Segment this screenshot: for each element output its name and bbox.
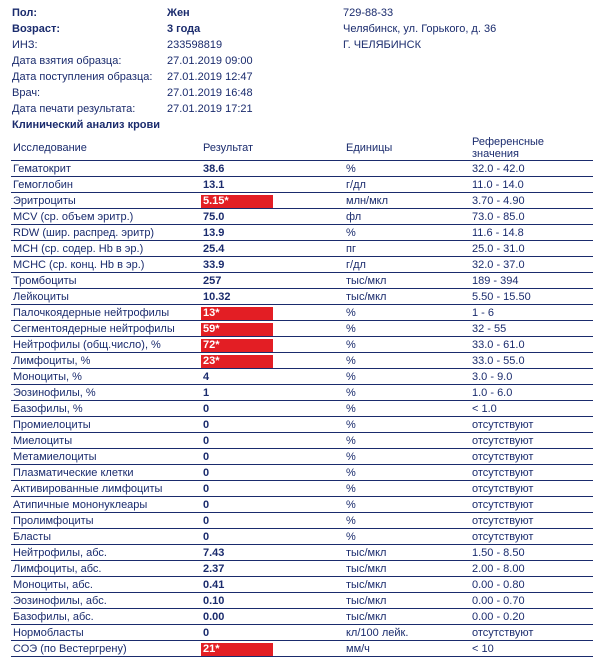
test-result: 0 [201,625,344,641]
test-unit: тыс/мкл [344,609,470,625]
test-reference: 0.00 - 0.20 [470,609,593,625]
results-table-body [11,161,593,657]
test-result [201,305,344,321]
flagged-result-badge: 5.15* [201,195,273,208]
test-result: 0 [201,433,344,449]
patient-field-value: 27.01.2019 16:48 [167,87,253,99]
test-unit: % [344,337,470,353]
test-result: 257 [201,273,344,289]
table-row [11,497,593,513]
table-row [11,401,593,417]
patient-field-value: 27.01.2019 12:47 [167,71,253,83]
patient-field-value: 27.01.2019 17:21 [167,103,253,115]
table-row [11,161,593,177]
test-name: Плазматические клетки [11,465,201,481]
test-name: Нейтрофилы (общ.число), % [11,337,201,353]
test-name: RDW (шир. распред. эритр) [11,225,201,241]
table-row [11,593,593,609]
test-unit: тыс/мкл [344,289,470,305]
test-reference: 1 - 6 [470,305,593,321]
table-row [11,273,593,289]
test-result: 0 [201,449,344,465]
test-reference: 2.00 - 8.00 [470,561,593,577]
table-row [11,481,593,497]
patient-field [12,101,412,117]
test-unit: % [344,321,470,337]
patient-field-label: Дата поступления образца: [12,71,153,83]
patient-field-label: Врач: [12,87,41,99]
test-result: 7.43 [201,545,344,561]
test-unit: % [344,449,470,465]
test-result [201,353,344,369]
test-reference: 32.0 - 42.0 [470,161,593,177]
test-unit: тыс/мкл [344,545,470,561]
test-result [201,193,344,209]
test-name: MCHC (ср. конц. Hb в эр.) [11,257,201,273]
table-row [11,529,593,545]
test-unit: фл [344,209,470,225]
test-unit: % [344,161,470,177]
test-name: Тромбоциты [11,273,201,289]
table-row [11,577,593,593]
test-reference: < 10 [470,641,593,657]
flagged-result-badge: 13* [201,307,273,320]
test-reference: 0.00 - 0.80 [470,577,593,593]
test-result: 2.37 [201,561,344,577]
test-result [201,337,344,353]
test-result: 10.32 [201,289,344,305]
table-row [11,641,593,657]
test-reference: < 1.0 [470,401,593,417]
table-row [11,193,593,209]
test-name: Пролимфоциты [11,513,201,529]
patient-field-value: 233598819 [167,39,223,51]
lab-info [343,5,496,53]
test-reference: 32 - 55 [470,321,593,337]
test-name: Атипичные мононуклеары [11,497,201,513]
test-name: MCH (ср. содер. Hb в эр.) [11,241,201,257]
test-name: Эритроциты [11,193,201,209]
table-row [11,289,593,305]
test-result: 0.00 [201,609,344,625]
test-reference: отсутствуют [470,417,593,433]
test-unit: % [344,481,470,497]
test-reference: 32.0 - 37.0 [470,257,593,273]
test-name: Нейтрофилы, абс. [11,545,201,561]
test-unit: г/дл [344,257,470,273]
table-row [11,625,593,641]
test-result [201,641,344,657]
test-reference: 25.0 - 31.0 [470,241,593,257]
table-row [11,417,593,433]
table-row [11,241,593,257]
test-name: Миелоциты [11,433,201,449]
test-name: MCV (ср. объем эритр.) [11,209,201,225]
test-reference: отсутствуют [470,465,593,481]
test-unit: мм/ч [344,641,470,657]
table-row [11,465,593,481]
table-row [11,225,593,241]
test-unit: млн/мкл [344,193,470,209]
test-reference: 33.0 - 55.0 [470,353,593,369]
table-row [11,257,593,273]
table-row [11,209,593,225]
flagged-result-badge: 21* [201,643,273,656]
test-unit: % [344,465,470,481]
section-title: Клинический анализ крови [12,119,161,131]
test-result: 0 [201,417,344,433]
test-reference: 3.70 - 4.90 [470,193,593,209]
flagged-result-badge: 23* [201,355,273,368]
test-reference: 11.6 - 14.8 [470,225,593,241]
test-unit: тыс/мкл [344,273,470,289]
patient-field-value: 27.01.2019 09:00 [167,55,253,67]
patient-field-label: Пол: [12,7,38,19]
test-name: СОЭ (по Вестергрену) [11,641,201,657]
patient-field [12,53,412,69]
test-reference: 33.0 - 61.0 [470,337,593,353]
test-reference: отсутствуют [470,513,593,529]
test-result: 0 [201,513,344,529]
test-name: Эозинофилы, абс. [11,593,201,609]
test-reference: отсутствуют [470,529,593,545]
table-row [11,337,593,353]
test-unit: % [344,513,470,529]
test-unit: % [344,401,470,417]
test-name: Моноциты, абс. [11,577,201,593]
test-reference: 3.0 - 9.0 [470,369,593,385]
test-reference: отсутствуют [470,625,593,641]
test-result: 4 [201,369,344,385]
test-result: 25.4 [201,241,344,257]
test-result: 0 [201,529,344,545]
table-row [11,449,593,465]
table-row [11,305,593,321]
test-name: Лейкоциты [11,289,201,305]
test-unit: % [344,305,470,321]
test-name: Сегментоядерные нейтрофилы [11,321,201,337]
table-row [11,609,593,625]
test-result: 75.0 [201,209,344,225]
test-name: Эозинофилы, % [11,385,201,401]
table-row [11,385,593,401]
patient-field-label: ИНЗ: [12,39,38,51]
table-header-row [11,136,593,161]
lab-address: Челябинск, ул. Горького, д. 36 [343,23,497,35]
test-result: 0.41 [201,577,344,593]
test-reference: 73.0 - 85.0 [470,209,593,225]
test-result: 1 [201,385,344,401]
test-name: Нормобласты [11,625,201,641]
test-unit: кл/100 лейк. [344,625,470,641]
test-result: 13.9 [201,225,344,241]
column-header-reference: Референсные значения [470,136,593,161]
table-row [11,369,593,385]
test-reference: 5.50 - 15.50 [470,289,593,305]
test-reference: 1.50 - 8.50 [470,545,593,561]
patient-field-value: Жен [167,7,190,19]
test-unit: % [344,433,470,449]
test-name: Базофилы, абс. [11,609,201,625]
test-name: Промиелоциты [11,417,201,433]
patient-field-label: Дата взятия образца: [12,55,122,67]
patient-field [12,85,412,101]
test-unit: % [344,529,470,545]
patient-field-label: Возраст: [12,23,60,35]
lab-city: Г. ЧЕЛЯБИНСК [343,39,421,51]
test-reference: отсутствуют [470,433,593,449]
test-name: Лимфоциты, % [11,353,201,369]
test-reference: 11.0 - 14.0 [470,177,593,193]
test-reference: отсутствуют [470,449,593,465]
flagged-result-badge: 72* [201,339,273,352]
column-header-test: Исследование [11,136,201,161]
test-name: Базофилы, % [11,401,201,417]
test-result: 13.1 [201,177,344,193]
test-name: Метамиелоциты [11,449,201,465]
test-name: Лимфоциты, абс. [11,561,201,577]
test-result: 0 [201,465,344,481]
test-name: Палочкоядерные нейтрофилы [11,305,201,321]
table-row [11,177,593,193]
test-unit: % [344,497,470,513]
test-reference: 189 - 394 [470,273,593,289]
test-unit: % [344,225,470,241]
results-table [11,136,593,657]
test-reference: отсутствуют [470,481,593,497]
test-name: Моноциты, % [11,369,201,385]
test-name: Гематокрит [11,161,201,177]
test-result: 0 [201,497,344,513]
flagged-result-badge: 59* [201,323,273,336]
test-result: 33.9 [201,257,344,273]
test-result [201,321,344,337]
table-row [11,353,593,369]
test-name: Бласты [11,529,201,545]
table-row [11,433,593,449]
test-unit: г/дл [344,177,470,193]
test-unit: % [344,369,470,385]
test-unit: % [344,385,470,401]
patient-field-label: Дата печати результата: [12,103,136,115]
table-row [11,545,593,561]
patient-field [12,69,412,85]
test-unit: % [344,417,470,433]
test-result: 0 [201,401,344,417]
test-name: Гемоглобин [11,177,201,193]
test-reference: 1.0 - 6.0 [470,385,593,401]
table-row [11,321,593,337]
test-unit: % [344,353,470,369]
test-name: Активированные лимфоциты [11,481,201,497]
lab-phone: 729-88-33 [343,7,394,19]
table-row [11,513,593,529]
test-unit: пг [344,241,470,257]
patient-field-value: 3 года [167,23,201,35]
table-row [11,561,593,577]
test-reference: 0.00 - 0.70 [470,593,593,609]
column-header-result: Результат [201,136,344,161]
test-result: 0.10 [201,593,344,609]
test-reference: отсутствуют [470,497,593,513]
column-header-unit: Единицы [344,136,470,161]
test-unit: тыс/мкл [344,593,470,609]
test-unit: тыс/мкл [344,577,470,593]
test-unit: тыс/мкл [344,561,470,577]
test-result: 0 [201,481,344,497]
test-result: 38.6 [201,161,344,177]
